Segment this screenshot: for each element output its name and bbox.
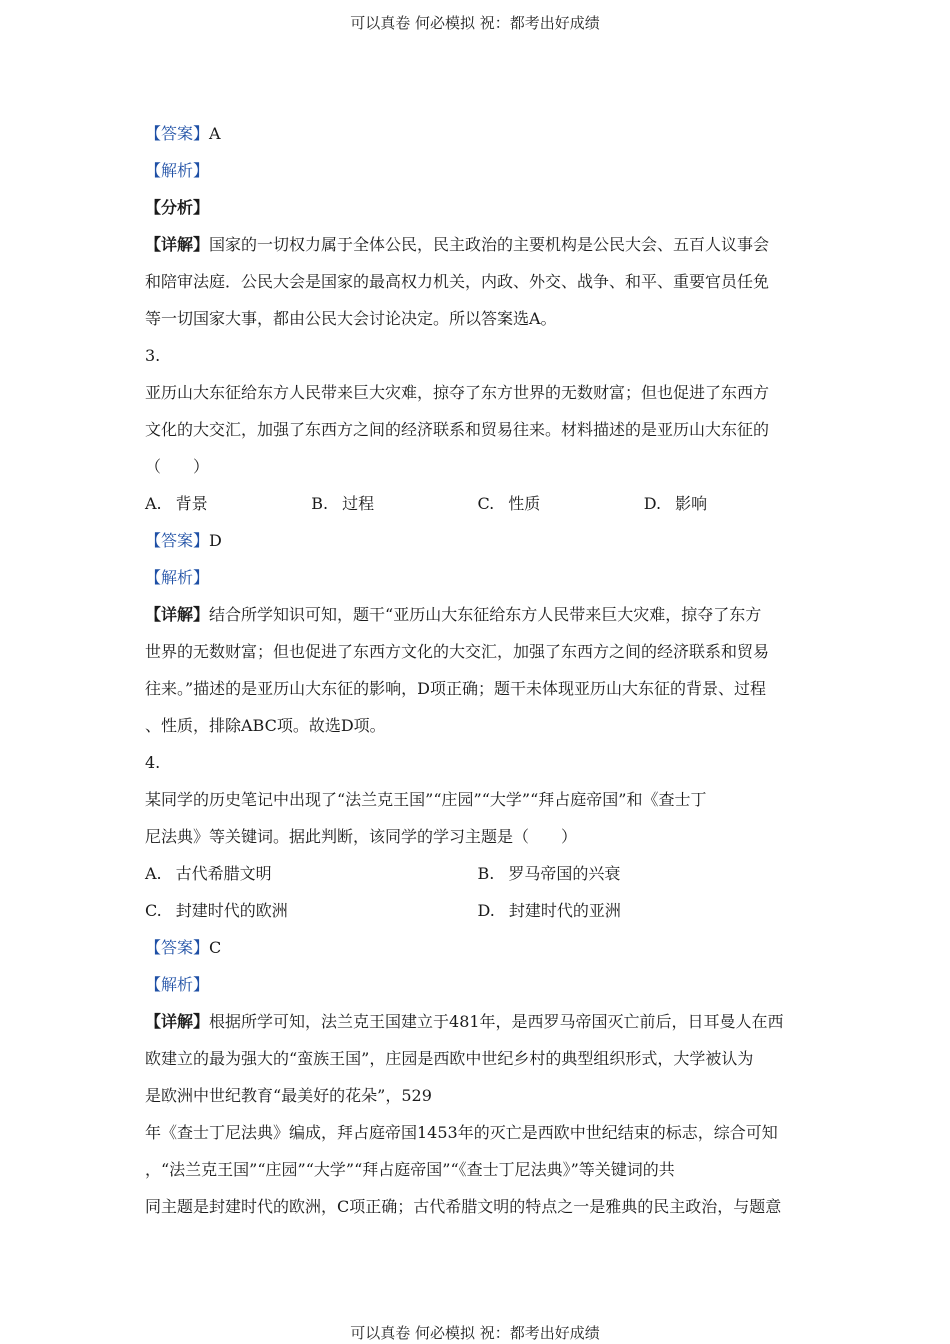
analysis-label: 【解析】 [145,975,210,994]
q3-options [145,490,810,527]
q3-option-c: C. 性质 [477,494,541,513]
q4-answer-line [145,934,810,971]
q3-detail-line: 、性质，排除ABC项。故选D项。 [145,716,386,735]
document-body [145,120,810,1230]
q4-detail-text: 根据所学可知，法兰克王国建立于481年，是西罗马帝国灭亡前后，日耳曼人在西 [209,1012,784,1031]
q4-detail-line: 年《查士丁尼法典》编成，拜占庭帝国1453年的灭亡是西欧中世纪结束的标志，综合可知 [145,1123,778,1142]
q4-analysis-line [145,971,810,1008]
q4-answer: C [209,938,222,957]
q3-stem-line: （ ） [145,457,210,476]
q4-option-c: C. 封建时代的欧洲 [145,901,288,920]
q4-detail-line [145,1008,810,1045]
q2-answer: A [209,124,221,143]
q3-answer: D [209,531,222,550]
q3-detail-line [145,601,810,638]
q2-detail-line: 和陪审法庭．公民大会是国家的最高权力机关，内政、外交、战争、和平、重要官员任免 [145,272,770,291]
q2-fenxi-line [145,194,810,231]
page-footer: 可以真卷 何必模拟 祝：都考出好成绩 [350,1324,600,1342]
q2-analysis-line [145,157,810,194]
q4-option-b: B. 罗马帝国的兴衰 [477,864,621,883]
detail-label: 【详解】 [145,605,210,624]
q4-detail-line: ，“法兰克王国”“庄园”“大学”“拜占庭帝国”“《查士丁尼法典》”等关键词的共 [145,1160,675,1179]
q2-detail-line: 等一切国家大事，都由公民大会讨论决定。所以答案选A。 [145,309,557,328]
q2-answer-line [145,120,810,157]
q4-detail-line: 欧建立的最为强大的“蛮族王国”，庄园是西欧中世纪乡村的典型组织形式，大学被认为 [145,1049,754,1068]
q3-option-d: D. 影响 [643,494,708,513]
q3-detail-line: 往来。”描述的是亚历山大东征的影响，D项正确；题干未体现亚历山大东征的背景、过程 [145,679,767,698]
q4-detail-line: 同主题是封建时代的欧洲，C项正确；古代希腊文明的特点之一是雅典的民主政治，与题意 [145,1197,782,1216]
fenxi-label: 【分析】 [145,198,210,217]
q4-stem-line: 某同学的历史笔记中出现了“法兰克王国”“庄园”“大学”“拜占庭帝国”和《查士丁 [145,790,707,809]
q4-option-a: A. 古代希腊文明 [145,864,272,883]
answer-label: 【答案】 [145,124,210,143]
q4-options-row-1 [145,860,810,897]
q3-answer-line [145,527,810,564]
q3-detail-text: 结合所学知识可知，题干“亚历山大东征给东方人民带来巨大灾难，掠夺了东方 [209,605,762,624]
analysis-label: 【解析】 [145,568,210,587]
q2-detail-line [145,231,810,268]
q3-option-b: B. 过程 [311,494,375,513]
analysis-label: 【解析】 [145,161,210,180]
answer-label: 【答案】 [145,531,210,550]
q3-number: 3. [145,346,161,365]
q2-detail-text: 国家的一切权力属于全体公民，民主政治的主要机构是公民大会、五百人议事会 [209,235,770,254]
q4-stem-line: 尼法典》等关键词。据此判断，该同学的学习主题是（ ） [145,827,578,846]
q4-detail-line: 是欧洲中世纪教育“最美好的花朵”，529 [145,1086,432,1105]
detail-label: 【详解】 [145,235,210,254]
q3-stem-line: 文化的大交汇，加强了东西方之间的经济联系和贸易往来。材料描述的是亚历山大东征的 [145,420,770,439]
q3-analysis-line [145,564,810,601]
page-header: 可以真卷 何必模拟 祝：都考出好成绩 [350,14,600,32]
q3-stem-line: 亚历山大东征给东方人民带来巨大灾难，掠夺了东方世界的无数财富；但也促进了东西方 [145,383,770,402]
answer-label: 【答案】 [145,938,210,957]
q4-option-d: D. 封建时代的亚洲 [477,901,621,920]
detail-label: 【详解】 [145,1012,210,1031]
q3-option-a: A. 背景 [145,494,208,513]
q4-number: 4. [145,753,161,772]
q3-detail-line: 世界的无数财富；但也促进了东西方文化的大交汇，加强了东西方之间的经济联系和贸易 [145,642,770,661]
q4-options-row-2 [145,897,810,934]
